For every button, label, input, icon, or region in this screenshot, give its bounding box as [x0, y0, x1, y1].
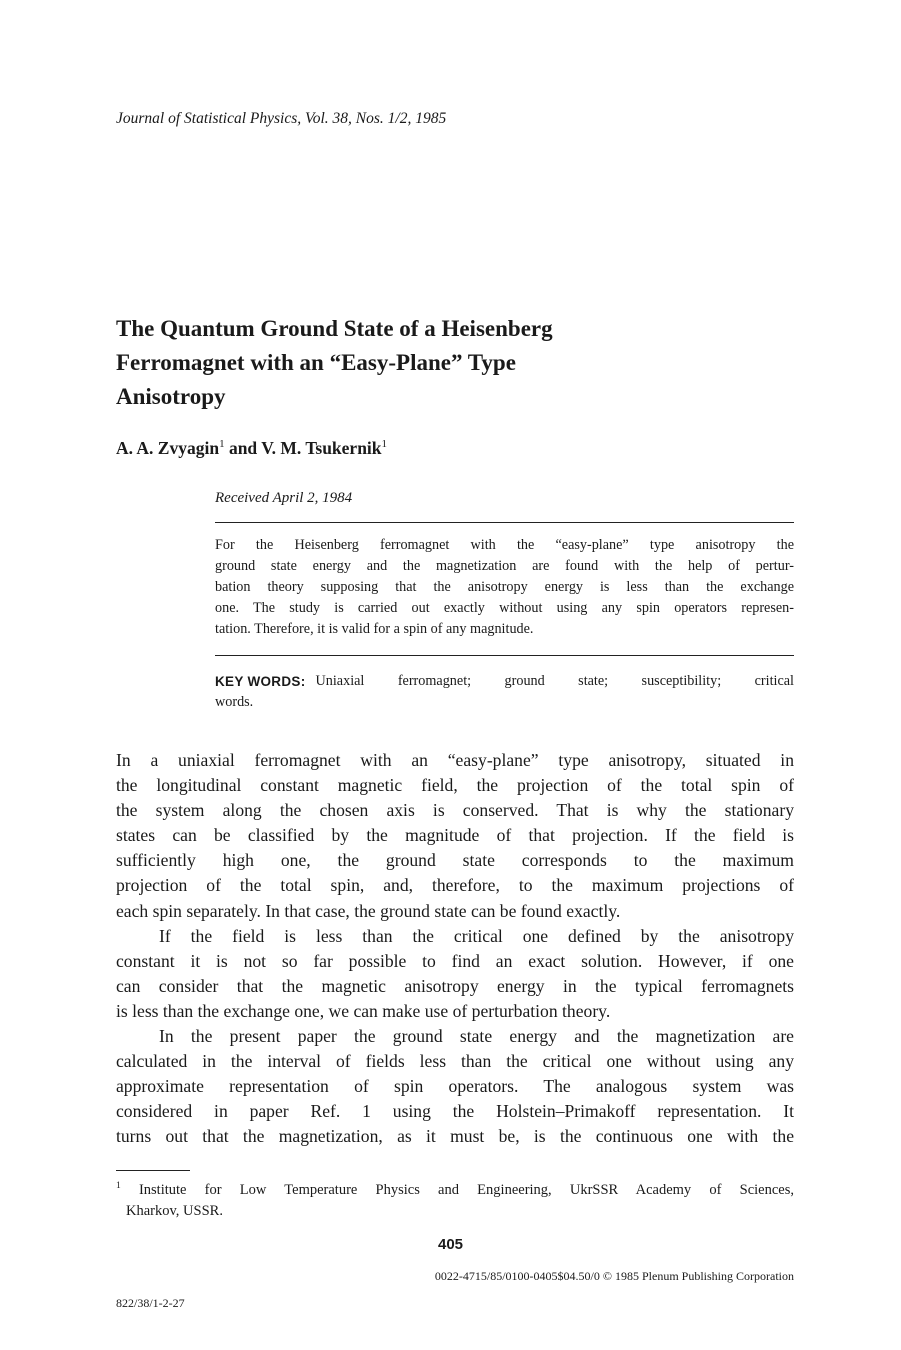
footnote-rule	[116, 1170, 190, 1171]
body-line: If the field is less than the critical one defined by the anisotropy	[159, 925, 794, 946]
body-line: turns out that the magnetization, as it must be, is the continuous one with the	[116, 1126, 794, 1147]
keywords-label: KEY WORDS:	[215, 674, 306, 689]
body-text	[116, 748, 794, 1150]
abstract-bottom-rule	[215, 655, 794, 656]
abstract-line: tation. Therefore, it is valid for a spin of any magnitude.	[215, 621, 534, 637]
title-line: Ferromagnet with an “Easy-Plane” Type	[116, 350, 516, 375]
author-list	[116, 438, 387, 459]
affiliation-mark: 1	[219, 438, 225, 450]
author-name: A. A. Zvyagin	[116, 438, 220, 458]
body-line: each spin separately. In that case, the ground state can be found exactly.	[116, 900, 621, 921]
footnote-line	[116, 1180, 794, 1201]
footnote-text: Institute for Low Temperature Physics and Engineering, UkrSSR Academy of Sciences,	[138, 1182, 795, 1198]
keywords-text-continued: words.	[215, 694, 254, 710]
body-line: considered in paper Ref. 1 using the Holstein–Primakoff representation. It	[116, 1101, 794, 1122]
abstract-top-rule	[215, 522, 794, 523]
abstract-line: bation theory supposing that the anisotropy energy is less than the exchange	[215, 579, 794, 595]
body-line: calculated in the interval of fields less than the critical one without using any	[116, 1051, 794, 1072]
body-line: projection of the total spin, and, therefore, to the maximum projections of	[116, 875, 794, 896]
body-line: sufficiently high one, the ground state corresponds to the maximum	[116, 850, 794, 871]
affiliation-mark: 1	[381, 438, 388, 450]
abstract-line: one. The study is carried out exactly without using any spin operators represen-	[215, 600, 794, 616]
page-number: 405	[437, 1236, 464, 1253]
received-date: Received April 2, 1984	[215, 490, 353, 506]
abstract-line: For the Heisenberg ferromagnet with the “easy-plane” type anisotropy the	[215, 537, 794, 553]
journal-citation: Journal of Statistical Physics, Vol. 38, Nos. 1/2, 1985	[116, 110, 447, 127]
title-line: Anisotropy	[116, 384, 226, 409]
copyright-line: 0022-4715/85/0100-0405$04.50/0 © 1985 Plenum Publishing Corporation	[434, 1269, 794, 1283]
title-line: The Quantum Ground State of a Heisenberg	[116, 316, 553, 341]
body-line: In the present paper the ground state energy and the magnetization are	[159, 1026, 794, 1047]
body-line: the longitudinal constant magnetic field, the projection of the total spin of	[116, 775, 794, 796]
abstract	[215, 535, 794, 640]
body-line: the system along the chosen axis is conserved. That is why the stationary	[116, 800, 794, 821]
body-line: In a uniaxial ferromagnet with an “easy-plane” type anisotropy, situated in	[116, 750, 794, 770]
body-line: is less than the exchange one, we can make use of perturbation theory.	[116, 1000, 611, 1021]
author-name: V. M. Tsukernik	[261, 438, 382, 458]
print-code: 822/38/1-2-27	[116, 1296, 185, 1310]
footnote-mark: 1	[116, 1181, 121, 1191]
footnote	[116, 1180, 794, 1222]
keywords	[215, 671, 794, 713]
body-line: approximate representation of spin operators. The analogous system was	[116, 1076, 794, 1097]
abstract-line: ground state energy and the magnetization are found with the help of pertur-	[215, 558, 794, 574]
body-line: constant it is not so far possible to find an exact solution. However, if one	[116, 950, 794, 971]
body-line: states can be classified by the magnitude of that projection. If the field is	[116, 825, 794, 846]
keywords-text: Uniaxial ferromagnet; ground state; susceptibility; critical	[315, 673, 794, 689]
body-line: can consider that the magnetic anisotropy energy in the typical ferromagnets	[116, 975, 794, 996]
article-title	[116, 312, 756, 414]
author-connector: and	[228, 438, 258, 458]
footnote-line: Kharkov, USSR.	[126, 1203, 223, 1219]
